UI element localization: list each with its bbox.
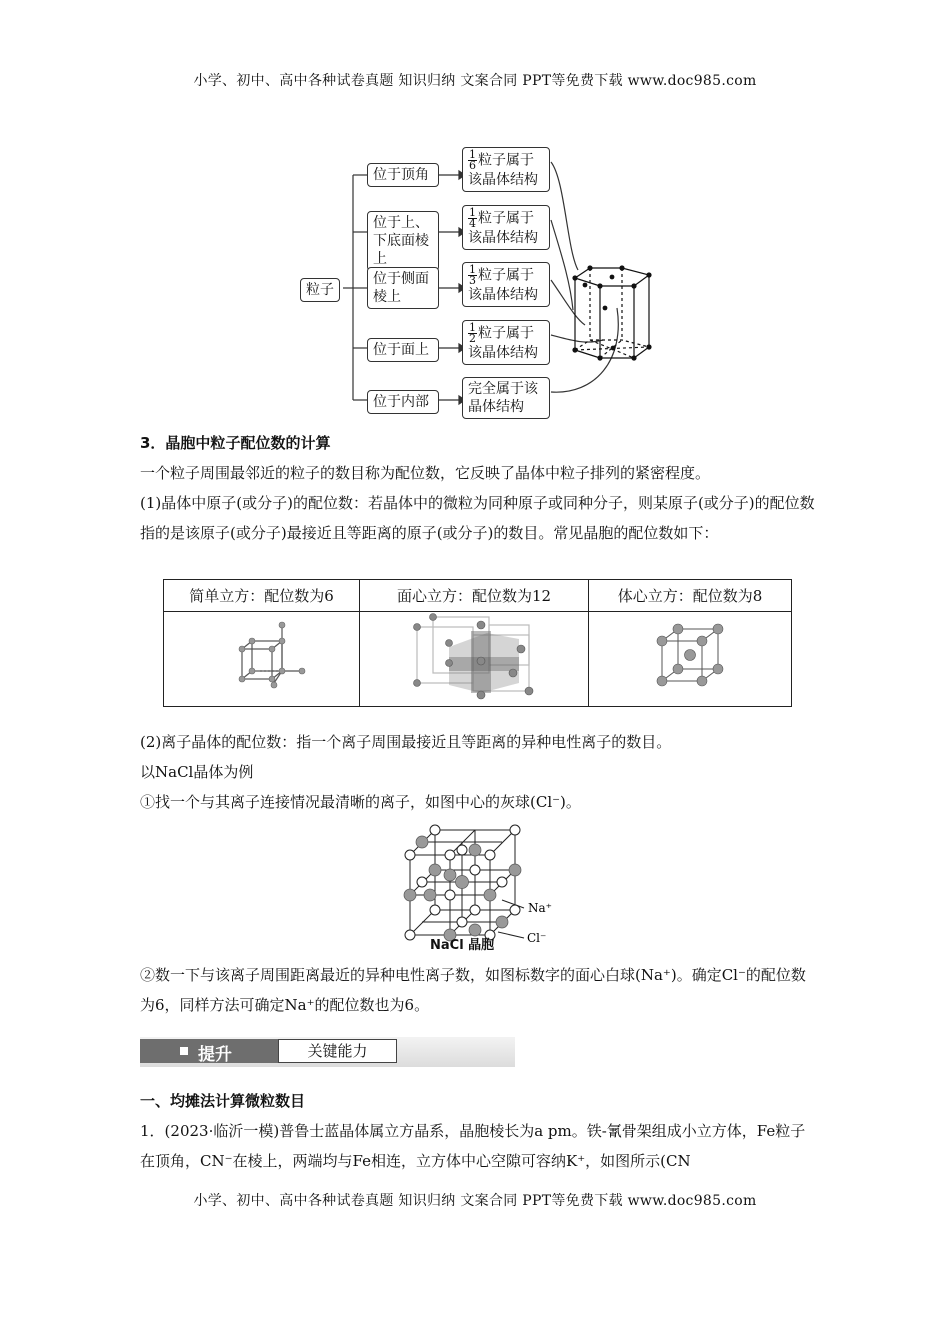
section-title: 3．晶胞中粒子配位数的计算 bbox=[140, 434, 331, 452]
share-one-half: $\frac{1}{2}$ 粒子属于该晶体结构 bbox=[462, 320, 550, 365]
bcc-figure bbox=[650, 617, 730, 697]
cl-label: Cl⁻ bbox=[527, 931, 547, 945]
position-side-edge: 位于侧面棱上 bbox=[367, 267, 439, 309]
paragraph-5: ②数一下与该离子周围距离最近的异种电性离子数，如图标数字的面心白球(Na⁺)。确定Cl⁻的配位数为6，同样方法可确定Na⁺的配位数也为6。 bbox=[140, 966, 806, 1014]
position-face: 位于面上 bbox=[367, 338, 439, 362]
share-one-fourth: $\frac{1}{4}$ 粒子属于该晶体结构 bbox=[462, 205, 550, 250]
simple-cubic-cell bbox=[164, 612, 360, 707]
page-header: 小学、初中、高中各种试卷真题 知识归纳 文案合同 PPT等免费下载 www.doc985.com bbox=[193, 73, 757, 89]
intro-paragraph: 一个粒子周围最邻近的粒子的数目称为配位数，它反映了晶体中粒子排列的紧密程度。 bbox=[140, 464, 711, 482]
fcc-cell bbox=[360, 612, 589, 707]
root-node: 粒子 bbox=[300, 278, 340, 302]
paragraph-4: ①找一个与其离子连接情况最清晰的离子，如图中心的灰球(Cl⁻)。 bbox=[140, 793, 581, 811]
simple-cubic-figure bbox=[212, 617, 312, 697]
header-simple-cubic: 简单立方：配位数为6 bbox=[164, 580, 360, 612]
section-banner bbox=[140, 1037, 515, 1067]
na-label: Na⁺ bbox=[528, 901, 552, 915]
coordination-table bbox=[163, 579, 792, 707]
share-one-third: $\frac{1}{3}$ 粒子属于该晶体结构 bbox=[462, 262, 550, 307]
share-whole: 完全属于该晶体结构 bbox=[462, 377, 550, 419]
paragraph-1: (1)晶体中原子(或分子)的配位数：若晶体中的微粒为同种原子或同种分子，则某原子(或分子)的配位数指的是该原子(或分子)最接近且等距离的原子(或分子)的数目。常见晶胞的配位数如下： bbox=[140, 494, 815, 542]
share-one-sixth: $\frac{1}{6}$ 粒子属于该晶体结构 bbox=[462, 147, 550, 192]
paragraph-2: (2)离子晶体的配位数：指一个离子周围最接近且等距离的异种电性离子的数目。 bbox=[140, 733, 672, 751]
square-icon bbox=[180, 1047, 188, 1055]
position-base-edge: 位于上、下底面棱上 bbox=[367, 211, 439, 271]
banner-right-label: 关键能力 bbox=[278, 1039, 397, 1063]
page-footer: 小学、初中、高中各种试卷真题 知识归纳 文案合同 PPT等免费下载 www.doc985.com bbox=[193, 1193, 757, 1209]
banner-left-block: 提升 bbox=[140, 1039, 278, 1063]
header-bcc: 体心立方：配位数为8 bbox=[589, 580, 792, 612]
paragraph-3: 以NaCl晶体为例 bbox=[140, 763, 254, 781]
fcc-figure bbox=[409, 613, 539, 701]
position-interior: 位于内部 bbox=[367, 390, 439, 414]
header-fcc: 面心立方：配位数为12 bbox=[360, 580, 589, 612]
position-corner: 位于顶角 bbox=[367, 163, 439, 187]
nacl-caption: NaCl 晶胞 bbox=[430, 938, 495, 953]
bcc-cell bbox=[589, 612, 792, 707]
question-1: 1．(2023·临沂一模)普鲁士蓝晶体属立方晶系，晶胞棱长为a pm。铁-氰骨架组成小立方体，Fe粒子在顶角，CN⁻在棱上，两端均与Fe相连，立方体中心空隙可容纳K⁺，如图所示(CN bbox=[140, 1122, 806, 1170]
part-title: 一、均摊法计算微粒数目 bbox=[140, 1092, 306, 1110]
hexagonal-prism bbox=[575, 268, 649, 358]
